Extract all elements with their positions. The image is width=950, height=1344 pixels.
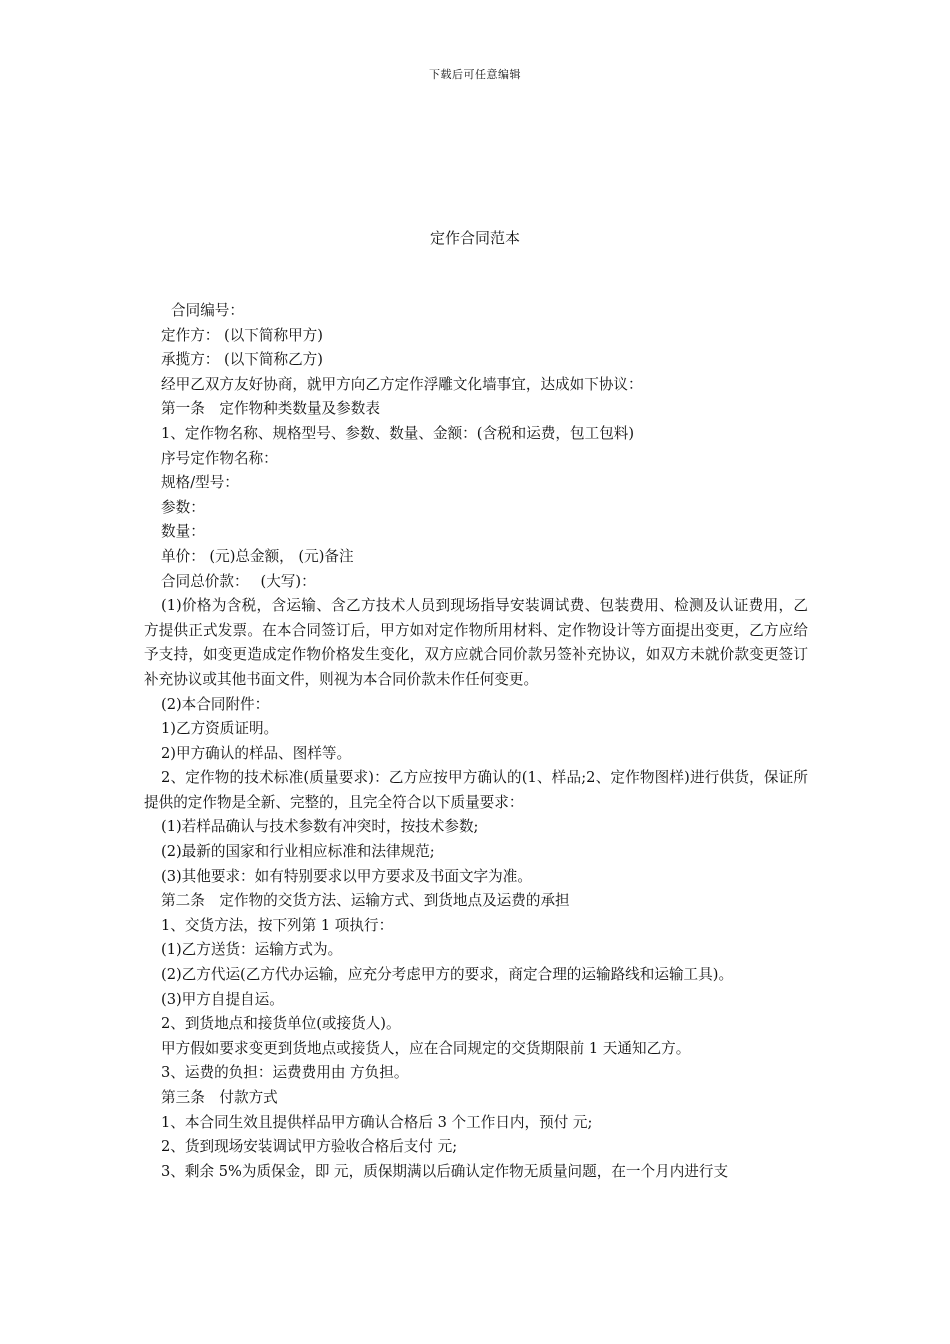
party-a-line: 定作方： (以下简称甲方)	[161, 326, 323, 344]
spec-line: 规格/型号：	[161, 474, 239, 492]
contract-body	[144, 299, 808, 1184]
delivery-option-3: (3)甲方自提自运。	[161, 990, 284, 1008]
payment-1: 1、本合同生效且提供样品甲方确认合格后 3 个工作日内，预付 元;	[161, 1113, 593, 1131]
delivery-method-line: 1、交货方法，按下列第 1 项执行：	[161, 916, 394, 934]
article-2-heading: 第二条 定作物的交货方法、运输方式、到货地点及运费的承担	[161, 892, 570, 910]
delivery-option-2: (2)乙方代运(乙方代办运输，应充分考虑甲方的要求，商定合理的运输路线和运输工具)。	[161, 966, 734, 984]
clause-1-1: 1、定作物名称、规格型号、参数、数量、金额：(含税和运费，包工包料)	[161, 424, 635, 442]
article-3-heading: 第三条 付款方式	[161, 1089, 278, 1106]
delivery-option-1: (1)乙方送货：运输方式为。	[161, 941, 343, 959]
technical-standard-paragraph: 2、定作物的技术标准(质量要求)：乙方应按甲方确认的(1、样品;2、定作物图样)进行供货，保证所提供的定作物是全新、完整的，且完全符合以下质量要求：	[144, 769, 808, 811]
document-title: 定作合同范本	[429, 229, 520, 247]
item-name-line: 序号定作物名称：	[161, 449, 278, 467]
total-price-line: 合同总价款： (大写)：	[161, 572, 316, 590]
attachment-2: 2)甲方确认的样品、图样等。	[161, 744, 352, 762]
attachment-1: 1)乙方资质证明。	[161, 720, 279, 738]
unit-price-line: 单价： (元)总金额， (元)备注	[161, 547, 354, 565]
payment-2: 2、货到现场安装调试甲方验收合格后支付 元;	[161, 1138, 458, 1156]
payment-3: 3、剩余 5%为质保金，即 元，质保期满以后确认定作物无质量问题，在一个月内进行支	[161, 1162, 729, 1180]
price-terms-paragraph: (1)价格为含税，含运输、含乙方技术人员到现场指导安装调试费、包装费用、检测及认证费用，乙方提供正式发票。在本合同签订后，甲方如对定作物所用材料、定作物设计等方面提出变更，乙方应给予支持，如变更造成定作物价格发生变化，双方应就合同价款另签补充协议，如双方未就价款变更签订补充协议或其他书面文件，则视为本合同价款未作任何变更。	[144, 597, 808, 688]
delivery-change-line: 甲方假如要求变更到货地点或接货人，应在合同规定的交货期限前 1 天通知乙方。	[161, 1039, 691, 1057]
contract-number-line: 合同编号：	[171, 302, 244, 319]
freight-line: 3、运费的负担：运费费用由 方负担。	[161, 1064, 409, 1082]
article-1-heading: 第一条 定作物种类数量及参数表	[161, 400, 380, 418]
header-note: 下载后可任意编辑	[429, 68, 521, 81]
quality-req-3: (3)其他要求：如有特别要求以甲方要求及书面文字为准。	[161, 867, 532, 885]
party-b-line: 承揽方： (以下简称乙方)	[161, 351, 323, 369]
quality-req-2: (2)最新的国家和行业相应标准和法律规范;	[161, 843, 435, 861]
quality-req-1: (1)若样品确认与技术参数有冲突时，按技术参数;	[161, 818, 479, 836]
delivery-place-line: 2、到货地点和接货单位(或接货人)。	[161, 1015, 401, 1033]
preamble-line: 经甲乙双方友好协商，就甲方向乙方定作浮雕文化墙事宜，达成如下协议：	[161, 375, 643, 393]
attachments-heading: (2)本合同附件：	[161, 695, 270, 713]
params-line: 参数：	[161, 498, 205, 516]
quantity-line: 数量：	[161, 523, 205, 541]
